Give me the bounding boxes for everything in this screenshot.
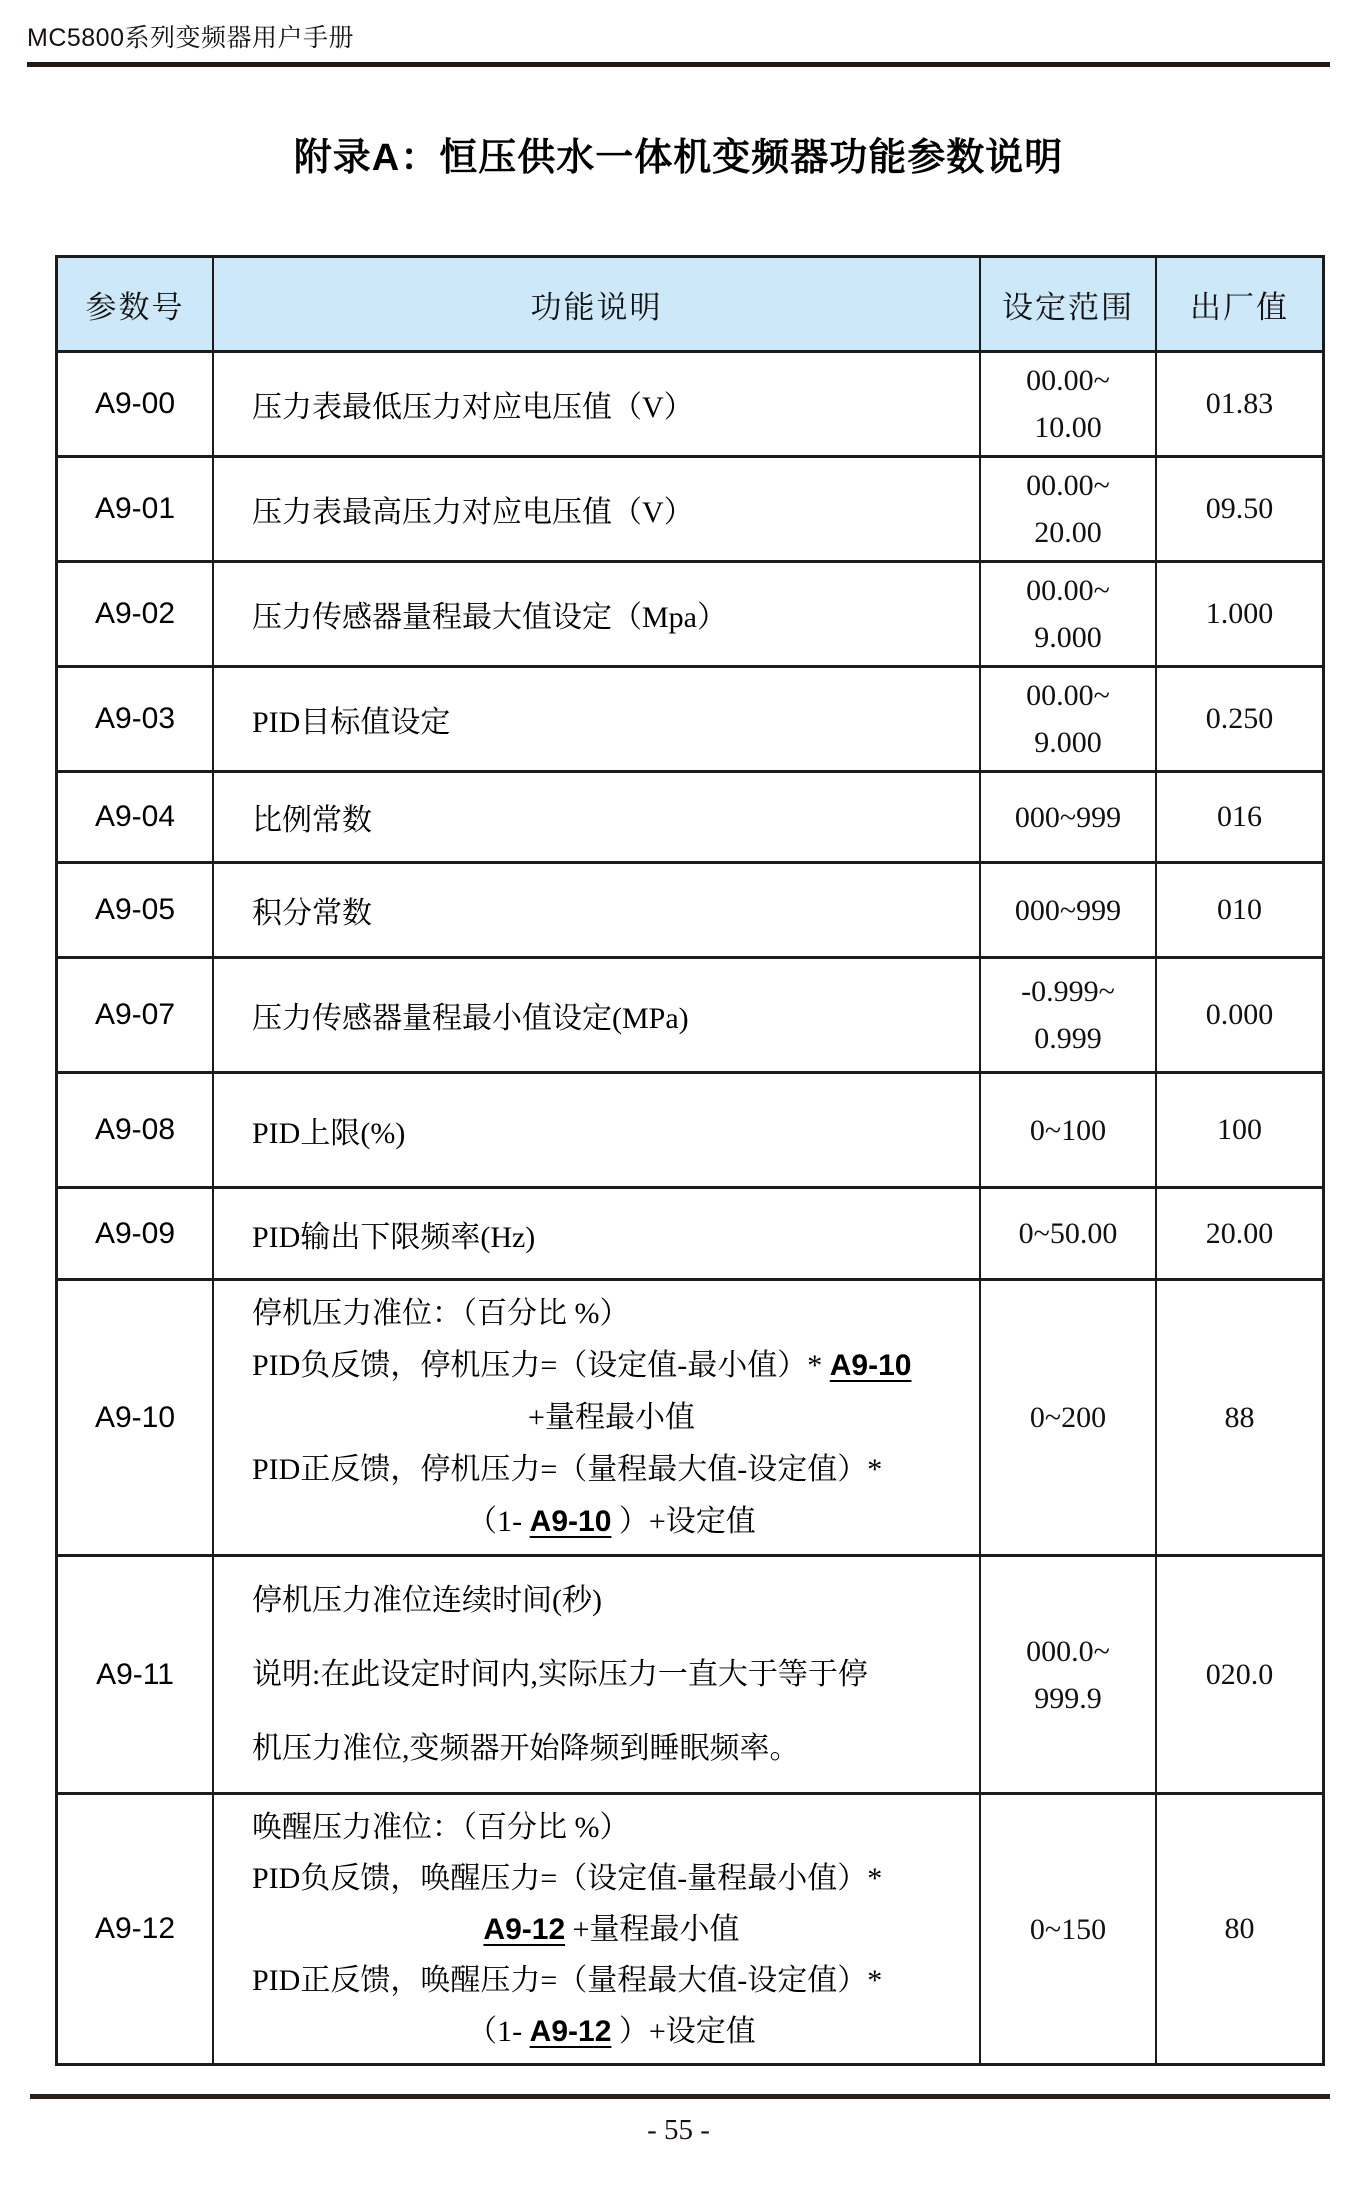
table-row-A9-11	[57, 1556, 1324, 1794]
header-divider	[27, 62, 1330, 67]
range-line: 00.00~	[1026, 364, 1110, 397]
description-text: 停机压力准位：（百分比 %）	[252, 1296, 630, 1330]
page-number: - 55 -	[647, 2114, 710, 2146]
description-line	[252, 382, 971, 426]
description-text: PID目标值设定	[252, 706, 451, 739]
range-line: 000~999	[1014, 800, 1122, 834]
param-description	[213, 1280, 980, 1556]
param-factory-value: 0.250	[1156, 667, 1324, 772]
param-code: A9-11	[57, 1556, 214, 1794]
param-description	[213, 562, 980, 667]
param-setting-range	[980, 1188, 1156, 1280]
range-line: 20.00	[1034, 516, 1102, 549]
param-description	[213, 958, 980, 1073]
description-line	[252, 1392, 971, 1444]
param-code: A9-04	[57, 772, 214, 863]
description-line	[252, 2006, 971, 2057]
param-code: A9-10	[57, 1280, 214, 1556]
param-ref: A9-10	[829, 1348, 912, 1382]
description-line	[252, 1444, 971, 1496]
column-header-3: 出厂值	[1156, 257, 1324, 352]
page-title: 附录A：恒压供水一体机变频器功能参数说明	[293, 137, 1064, 179]
description-line	[252, 993, 971, 1037]
description-text: 压力传感器量程最小值设定(MPa)	[252, 1002, 689, 1035]
description-line	[252, 888, 971, 932]
param-description	[213, 1073, 980, 1188]
description-line	[252, 1955, 971, 2006]
param-setting-range	[980, 352, 1156, 457]
description-text: PID负反馈，唤醒压力=（设定值-量程最小值）*	[252, 1861, 883, 1895]
param-setting-range	[980, 667, 1156, 772]
param-factory-value: 88	[1156, 1280, 1324, 1556]
range-line: 0.999	[1034, 1022, 1102, 1055]
table-row-A9-04	[57, 772, 1324, 863]
param-setting-range	[980, 1794, 1156, 2065]
table-row-A9-12	[57, 1794, 1324, 2065]
description-text: 说明:在此设定时间内,实际压力一直大于等于停	[252, 1657, 868, 1691]
range-line: 9.000	[1034, 621, 1102, 654]
table-row-A9-07	[57, 958, 1324, 1073]
param-code: A9-07	[57, 958, 214, 1073]
description-line	[252, 1712, 971, 1786]
table-row-A9-05	[57, 863, 1324, 958]
description-text: PID负反馈，停机压力=（设定值-最小值）*	[252, 1348, 830, 1382]
description-line	[252, 1212, 971, 1256]
description-text: PID正反馈，唤醒压力=（量程最大值-设定值）*	[252, 1963, 883, 1997]
param-factory-value: 09.50	[1156, 457, 1324, 562]
range-line: 00.00~	[1026, 679, 1110, 712]
range-line: -0.999~	[1021, 975, 1115, 1008]
table-row-A9-08	[57, 1073, 1324, 1188]
param-description	[213, 863, 980, 958]
description-text: 压力表最低压力对应电压值（V）	[252, 391, 694, 424]
param-factory-value: 01.83	[1156, 352, 1324, 457]
param-ref: A9-12	[483, 1912, 566, 1946]
param-description	[213, 352, 980, 457]
description-text: PID输出下限频率(Hz)	[252, 1220, 536, 1254]
param-factory-value: 80	[1156, 1794, 1324, 2065]
param-factory-value: 016	[1156, 772, 1324, 863]
param-setting-range	[980, 863, 1156, 958]
param-factory-value: 0.000	[1156, 958, 1324, 1073]
column-header-0: 参数号	[57, 257, 214, 352]
param-code: A9-12	[57, 1794, 214, 2065]
description-text: 压力表最高压力对应电压值（V）	[252, 496, 694, 529]
description-text: ）+设定值	[611, 1504, 756, 1538]
range-line: 000~999	[1014, 893, 1122, 927]
param-code: A9-09	[57, 1188, 214, 1280]
description-text: 压力传感器量程最大值设定（Mpa）	[252, 601, 727, 634]
description-line	[252, 697, 971, 741]
param-factory-value: 1.000	[1156, 562, 1324, 667]
param-factory-value: 010	[1156, 863, 1324, 958]
range-line: 000.0~	[1026, 1634, 1110, 1668]
param-factory-value: 020.0	[1156, 1556, 1324, 1794]
parameter-table-header	[57, 257, 1324, 352]
table-row-A9-02	[57, 562, 1324, 667]
description-text: PID上限(%)	[252, 1117, 406, 1150]
range-line: 9.000	[1034, 726, 1102, 759]
param-factory-value: 100	[1156, 1073, 1324, 1188]
range-line: 00.00~	[1026, 574, 1110, 607]
param-setting-range	[980, 457, 1156, 562]
description-text: +量程最小值	[565, 1912, 740, 1946]
description-line	[252, 1108, 971, 1152]
param-ref: A9-10	[529, 1504, 612, 1538]
param-setting-range	[980, 1073, 1156, 1188]
doc-header-title: MC5800系列变频器用户手册	[27, 24, 354, 52]
header-row	[57, 257, 1324, 352]
range-line: 0~50.00	[1018, 1217, 1118, 1250]
description-text: 停机压力准位连续时间(秒)	[252, 1583, 602, 1617]
description-text: 机压力准位,变频器开始降频到睡眠频率。	[252, 1731, 800, 1765]
param-setting-range	[980, 562, 1156, 667]
description-line	[252, 1340, 971, 1392]
description-line	[252, 487, 971, 531]
param-description	[213, 457, 980, 562]
table-row-A9-01	[57, 457, 1324, 562]
param-code: A9-00	[57, 352, 214, 457]
description-text: +量程最小值	[528, 1400, 695, 1434]
param-setting-range	[980, 1556, 1156, 1794]
param-setting-range	[980, 958, 1156, 1073]
range-line: 0~100	[1029, 1113, 1107, 1147]
description-line	[252, 1853, 971, 1904]
column-header-2: 设定范围	[980, 257, 1156, 352]
table-row-A9-03	[57, 667, 1324, 772]
description-text: ）+设定值	[611, 2014, 756, 2048]
range-line: 00.00~	[1026, 469, 1110, 502]
param-description	[213, 1794, 980, 2065]
description-text: PID正反馈，停机压力=（量程最大值-设定值）*	[252, 1452, 883, 1486]
table-row-A9-09	[57, 1188, 1324, 1280]
param-description	[213, 667, 980, 772]
parameter-table-body	[57, 352, 1324, 2065]
range-line: 0~200	[1029, 1401, 1107, 1434]
description-line	[252, 1904, 971, 1955]
param-description	[213, 1188, 980, 1280]
description-text: （1-	[467, 2014, 530, 2048]
description-text: 唤醒压力准位：（百分比 %）	[252, 1810, 630, 1844]
description-text: 积分常数	[252, 897, 372, 930]
footer-divider	[30, 2094, 1330, 2099]
param-description	[213, 1556, 980, 1794]
param-code: A9-08	[57, 1073, 214, 1188]
description-line	[252, 1564, 971, 1638]
description-line	[252, 592, 971, 636]
parameter-table	[55, 255, 1325, 2066]
table-row-A9-10	[57, 1280, 1324, 1556]
description-line	[252, 1496, 971, 1548]
range-line: 999.9	[1034, 1681, 1102, 1715]
description-line	[252, 1638, 971, 1712]
description-text: 比例常数	[252, 804, 372, 837]
param-code: A9-02	[57, 562, 214, 667]
column-header-1: 功能说明	[213, 257, 980, 352]
param-factory-value: 20.00	[1156, 1188, 1324, 1280]
description-line	[252, 1802, 971, 1853]
description-line	[252, 1288, 971, 1340]
description-text: （1-	[467, 1504, 530, 1538]
param-setting-range	[980, 772, 1156, 863]
description-line	[252, 795, 971, 839]
param-setting-range	[980, 1280, 1156, 1556]
range-line: 0~150	[1029, 1912, 1107, 1946]
doc-header	[27, 18, 354, 54]
param-description	[213, 772, 980, 863]
param-ref: A9-12	[529, 2014, 612, 2048]
table-row-A9-00	[57, 352, 1324, 457]
param-code: A9-03	[57, 667, 214, 772]
range-line: 10.00	[1034, 411, 1102, 444]
param-code: A9-05	[57, 863, 214, 958]
param-code: A9-01	[57, 457, 214, 562]
